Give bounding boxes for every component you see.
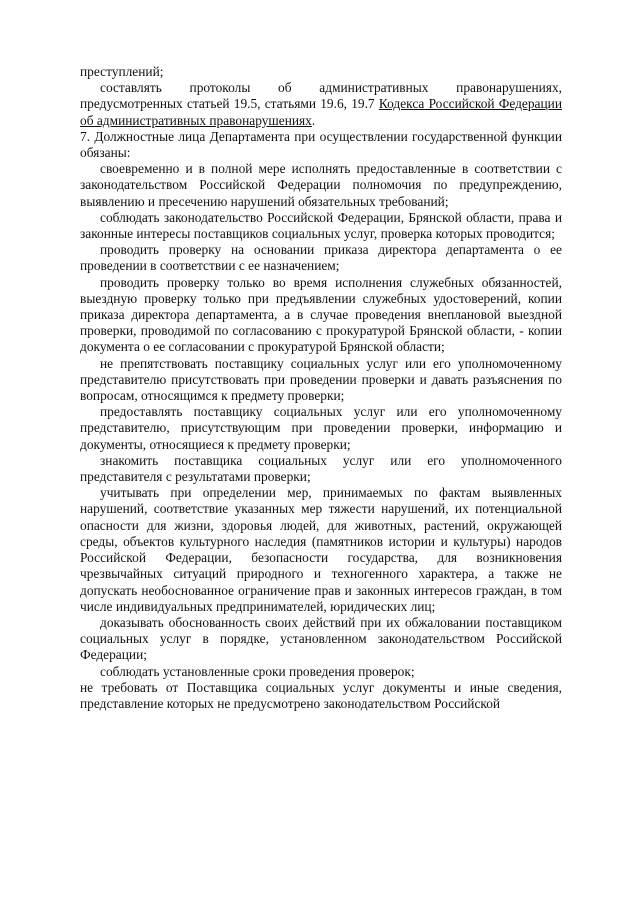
paragraph-2-text: составлять протоколы об административных правонарушениях, предусмотренных статьей 19.5, статьями 19.6, 19.7 bbox=[80, 80, 562, 112]
paragraph-10: знакомить поставщика социальных услуг или его уполномоченного представителя с результатами проверки; bbox=[80, 452, 562, 485]
paragraph-1: преступлений; bbox=[80, 64, 164, 79]
paragraph-6: проводить проверку на основании приказа директора департамента о ее проведении в соответствии с ее назначением; bbox=[80, 242, 562, 274]
paragraph-5: соблюдать законодательство Российской Федерации, Брянской области, права и законные интересы поставщиков социальных услуг, проверка которых проводится; bbox=[80, 209, 562, 242]
paragraph-13: соблюдать установленные сроки проведения проверок; bbox=[100, 663, 415, 679]
paragraph-8: не препятствовать поставщику социальных услуг или его уполномоченному представителю присутствовать при проведении проверки и давать разъяснения по вопросам, относящимся к предмету проверки; bbox=[80, 355, 562, 404]
paragraph-9: предоставлять поставщику социальных услуг или его уполномоченному представителю, присутствующим при проведении проверки, информацию и документы, относящиеся к предмету проверки; bbox=[80, 404, 562, 452]
paragraph-2 bbox=[80, 80, 562, 129]
paragraph-12: доказывать обоснованность своих действий при их обжаловании поставщиком социальных услуг в порядке, установленном законодательством Российской Федерации; bbox=[80, 614, 562, 663]
paragraph-11: учитывать при определении мер, принимаемых по фактам выявленных нарушений, соответствие указанных мер тяжести нарушений, их потенциальной опасности для жизни, здоровья людей, для животных, растений, окружающей среды, объектов культурного наследия (памятников истории и культуры) народов Российской Федерации, безопасности государства, для возникновения чрезвычайных ситуаций природного и техногенного характера, а также не допускать необоснованное ограничение прав и законных интересов граждан, в том числе индивидуальных предпринимателей, юридических лиц; bbox=[80, 485, 562, 614]
paragraph-2-end: . bbox=[311, 112, 316, 128]
paragraph-4: своевременно и в полной мере исполнять предоставленные в соответствии с законодательством Российской Федерации полномочия по предупреждению, выявлению и пресечению нарушений обязательных требований; bbox=[80, 161, 562, 209]
document-page bbox=[80, 64, 562, 712]
paragraph-7: проводить проверку только во время исполнения служебных обязанностей, выездную проверку только при предъявлении служебных удостоверений, копии приказа директора департамента, а в случае проведения внеплановой выездной проверки, проводимой по согласованию с прокуратурой Брянской области, - копии документа о ее согласовании с прокуратурой Брянской области; bbox=[80, 274, 562, 355]
paragraph-14: не требовать от Поставщика социальных услуг документы и иные сведения, представление которых не предусмотрено законодательством Российской bbox=[80, 679, 562, 711]
codex-link[interactable]: Кодекса Российской Федерации об административных правонарушениях bbox=[80, 96, 562, 128]
paragraph-3: 7. Должностные лица Департамента при осуществлении государственной функции обязаны: bbox=[80, 128, 562, 161]
